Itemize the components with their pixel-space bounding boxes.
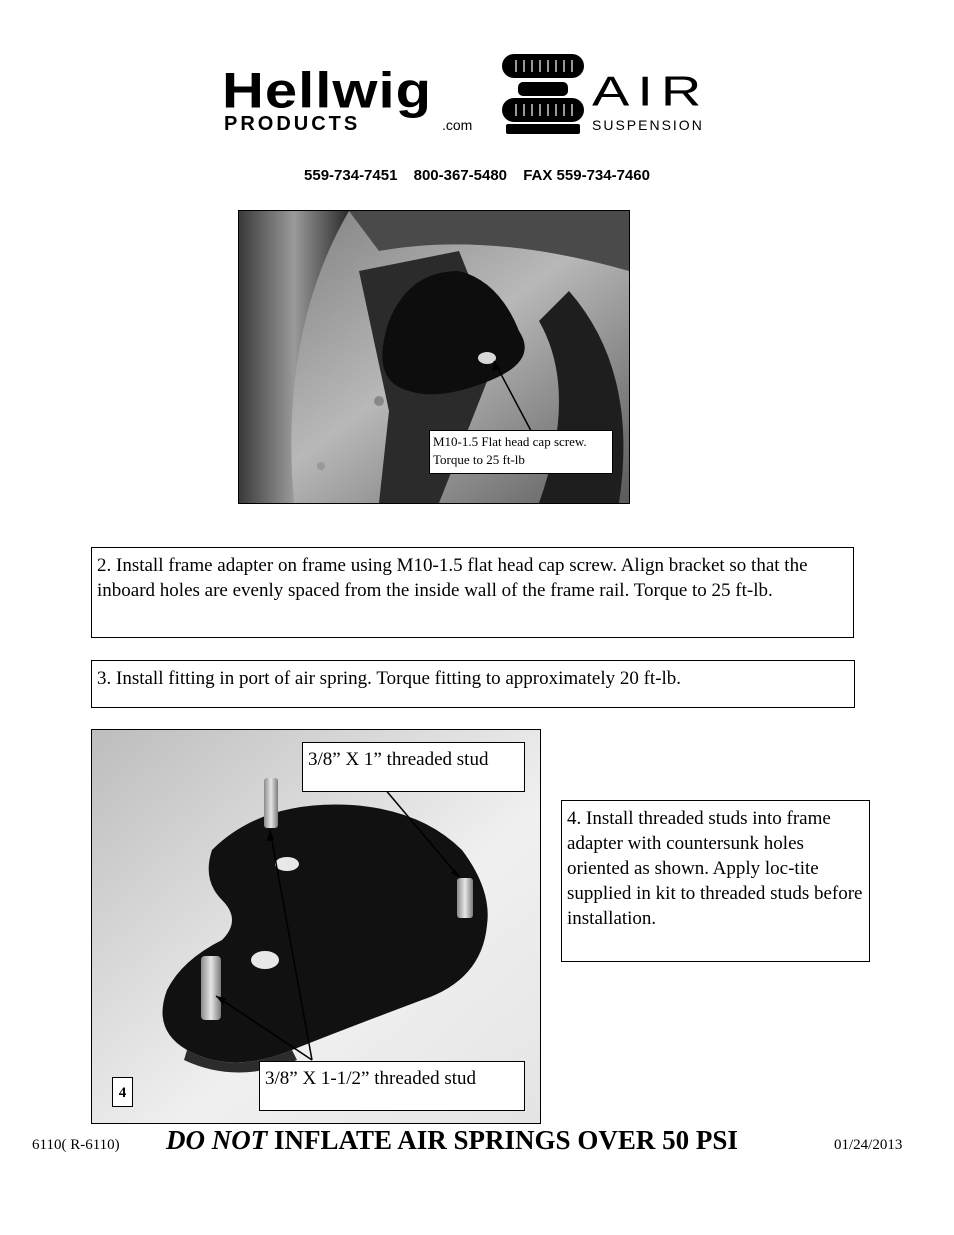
part-number: 6110( R-6110) [32, 1137, 120, 1153]
warning-text: INFLATE AIR SPRINGS OVER 50 PSI [267, 1125, 738, 1155]
air-spring-icon [496, 52, 590, 136]
logo-domain: .com [442, 117, 473, 133]
logo-word-products: PRODUCTS [224, 113, 361, 135]
phone-1: 559-734-7451 [304, 167, 398, 184]
cap-screw-callout: M10-1.5 Flat head cap screw. Torque to 25 ft-lb [429, 430, 613, 474]
contact-line [0, 167, 954, 184]
warning-emphasis: DO NOT [166, 1125, 268, 1155]
revision-date: 01/24/2013 [834, 1137, 903, 1153]
logo-word-air: AIR [592, 67, 710, 115]
step-3-instruction: 3. Install fitting in port of air spring. Torque fitting to approximately 20 ft-lb. [91, 660, 855, 708]
step-4-instruction: 4. Install threaded studs into frame adapter with countersunk holes oriented as shown. Apply loc-tite supplied in kit to threaded studs before installation. [561, 800, 870, 962]
figure-number: 4 [112, 1077, 133, 1107]
phone-2: 800-367-5480 [413, 167, 508, 184]
step-2-instruction: 2. Install frame adapter on frame using M10-1.5 flat head cap screw. Align bracket so that the inboard holes are evenly spaced from the inside wall of the frame rail. Torque to 25 ft-lb. [91, 547, 854, 638]
logo-word-suspension: SUSPENSION [592, 117, 704, 133]
logo-word-hellwig: Hellwig [222, 62, 433, 119]
stud-1-1-2in-label: 3/8” X 1-1/2” threaded stud [259, 1061, 525, 1111]
inflation-warning [166, 1125, 738, 1156]
fax-number: FAX 559-734-7460 [523, 167, 650, 184]
frame-adapter-photo [238, 210, 630, 504]
company-logo [220, 52, 740, 136]
stud-1in-label: 3/8” X 1” threaded stud [302, 742, 525, 792]
